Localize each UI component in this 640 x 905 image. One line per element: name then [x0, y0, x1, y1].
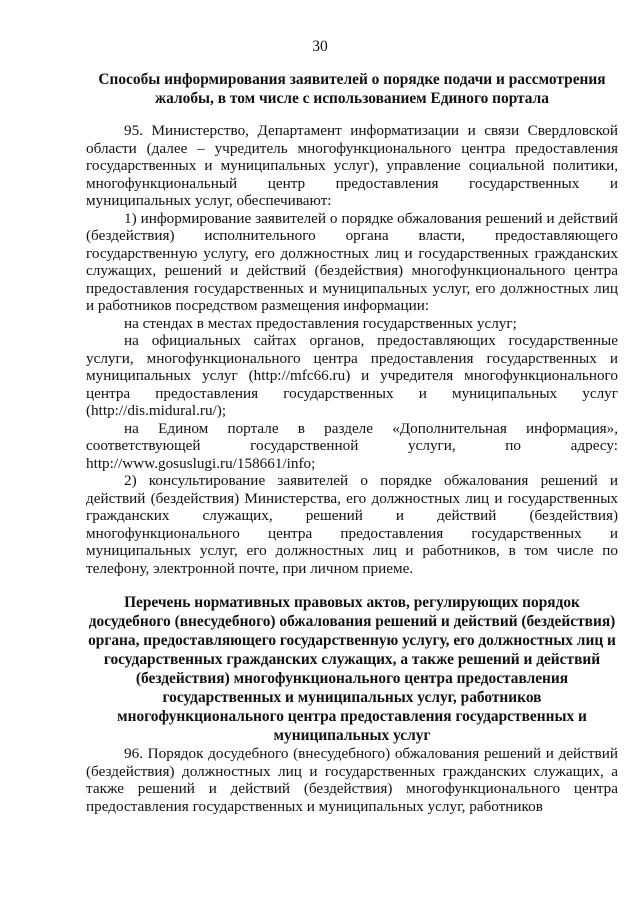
paragraph-95-portal: на Едином портале в разделе «Дополнительная информация», соответствующей государственной услуги, по адресу: http://www.gosuslugi.ru/158661/info; [86, 419, 618, 472]
paragraph-95-stands: на стендах в местах предоставления государственных услуг; [124, 314, 517, 332]
section-heading-complaint-info: Способы информирования заявителей о порядке подачи и рассмотрения жалобы, в том числе с использованием Единого портала [98, 71, 606, 107]
section-heading-regulations: Перечень нормативных правовых актов, регулирующих порядок досудебного (внесудебного) обжалования решений и действий (бездействия) органа, предоставляющего государственную услугу, его должностных лиц и государственных гражданских служащих, а также решений и действий (бездействия) многофункционального центра предоставления государственных и муниципальных услуг, работников многофункционального центра предоставления государственных и муниципальных услуг [88, 594, 616, 744]
paragraph-95: 95. Министерство, Департамент информатизации и связи Свердловской области (далее – учредитель многофункционального центра предоставления государственных и муниципальных услуг), управление социальной политики, многофункциональный центр предоставления государственных и муниципальных услуг, обеспечивают: [86, 122, 618, 209]
page-number: 30 [312, 38, 328, 55]
section-body-complaint-info [86, 122, 618, 577]
paragraph-95-item-2: 2) консультирование заявителей о порядке обжалования решений и действий (бездействия) Министерства, его должностных лиц и государственных гражданских служащих, решений и действий (бездействия) многофункционального центра предоставления государственных и муниципальных услуг, его должностных лиц и работников, в том числе по телефону, электронной почте, при личном приеме. [86, 472, 618, 577]
paragraph-95-websites: на официальных сайтах органов, предоставляющих государственные услуги, многофункционального центра предоставления государственных и муниципальных услуг (http://mfc66.ru) и учредителя многофункционального центра предоставления государственных и муниципальных услуг (http://dis.midural.ru/); [86, 332, 618, 419]
section-body-regulations [86, 745, 618, 815]
paragraph-95-item-1: 1) информирование заявителей о порядке обжалования решений и действий (бездействия) исполнительного органа власти, предоставляющего государственную услугу, его должностных лиц и государственных гражданских служащих, решений и действий (бездействия) многофункционального центра предоставления государственных и муниципальных услуг, его должностных лиц и работников посредством размещения информации: [86, 209, 618, 314]
paragraph-96: 96. Порядок досудебного (внесудебного) обжалования решений и действий (бездействия) должностных лиц и государственных гражданских служащих, а также решений и действий (бездействия) многофункционального центра предоставления государственных и муниципальных услуг, работников [86, 745, 618, 815]
